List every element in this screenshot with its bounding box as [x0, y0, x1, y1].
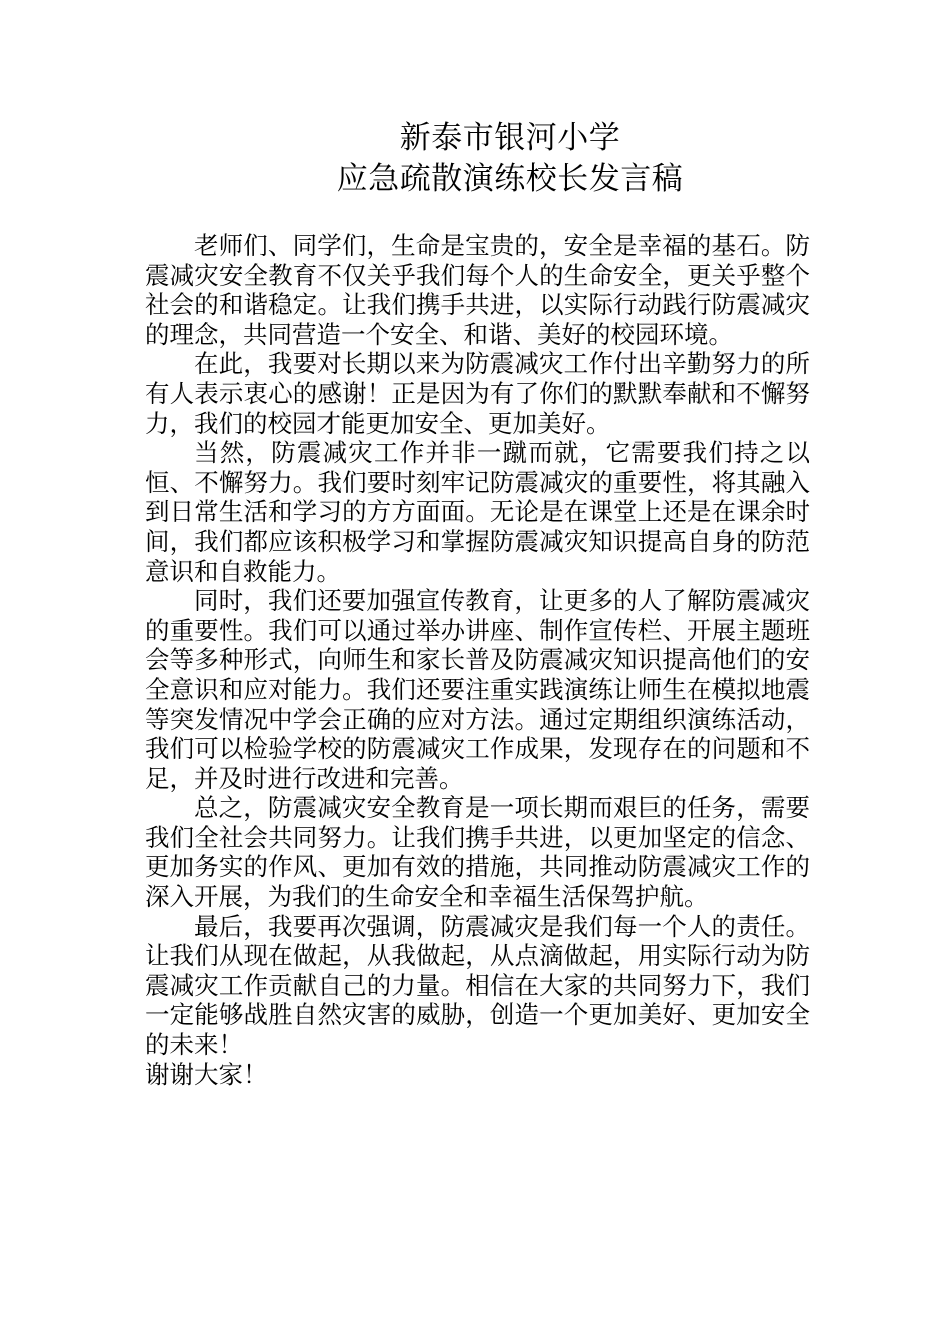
title-block	[0, 118, 950, 200]
paragraph-opening: 老师们、同学们，生命是宝贵的，安全是幸福的基石。防震减灾安全教育不仅关乎我们每个人的生命安全，更关乎整个社会的和谐稳定。让我们携手共进，以实际行动践行防震减灾的理念，共同营造一个安全、和谐、美好的校园环境。	[145, 231, 810, 349]
school-name-title: 新泰市银河小学	[399, 120, 621, 156]
closing-thanks: 谢谢大家！	[145, 1059, 268, 1089]
speech-title: 应急疏散演练校长发言稿	[336, 161, 684, 197]
speech-body	[145, 231, 810, 1089]
paragraph-final: 最后，我要再次强调，防震减灾是我们每一个人的责任。让我们从现在做起，从我做起，从点滴做起，用实际行动为防震减灾工作贡献自己的力量。相信在大家的共同努力下，我们一定能够战胜自然灾害的威胁，创造一个更加美好、更加安全的未来！	[145, 911, 810, 1060]
paragraph-persistence: 当然，防震减灾工作并非一蹴而就，它需要我们持之以恒、不懈努力。我们要时刻牢记防震减灾的重要性，将其融入到日常生活和学习的方方面面。无论是在课堂上还是在课余时间，我们都应该积极学习和掌握防震减灾知识提高自身的防范意识和自救能力。	[145, 438, 810, 586]
paragraph-thanks: 在此，我要对长期以来为防震减灾工作付出辛勤努力的所有人表示衷心的感谢！正是因为有了你们的默默奉献和不懈努力，我们的校园才能更加安全、更加美好。	[145, 349, 810, 438]
paragraph-publicity: 同时，我们还要加强宣传教育，让更多的人了解防震减灾的重要性。我们可以通过举办讲座、制作宣传栏、开展主题班会等多种形式，向师生和家长普及防震减灾知识提高他们的安全意识和应对能力。我们还要注重实践演练让师生在模拟地震等突发情况中学会正确的应对方法。通过定期组织演练活动，我们可以检验学校的防震减灾工作成果，发现存在的问题和不足，并及时进行改进和完善。	[145, 586, 810, 793]
paragraph-summary: 总之，防震减灾安全教育是一项长期而艰巨的任务，需要我们全社会共同努力。让我们携手共进，以更加坚定的信念、更加务实的作风、更加有效的措施，共同推动防震减灾工作的深入开展，为我们的生命安全和幸福生活保驾护航。	[145, 793, 810, 912]
